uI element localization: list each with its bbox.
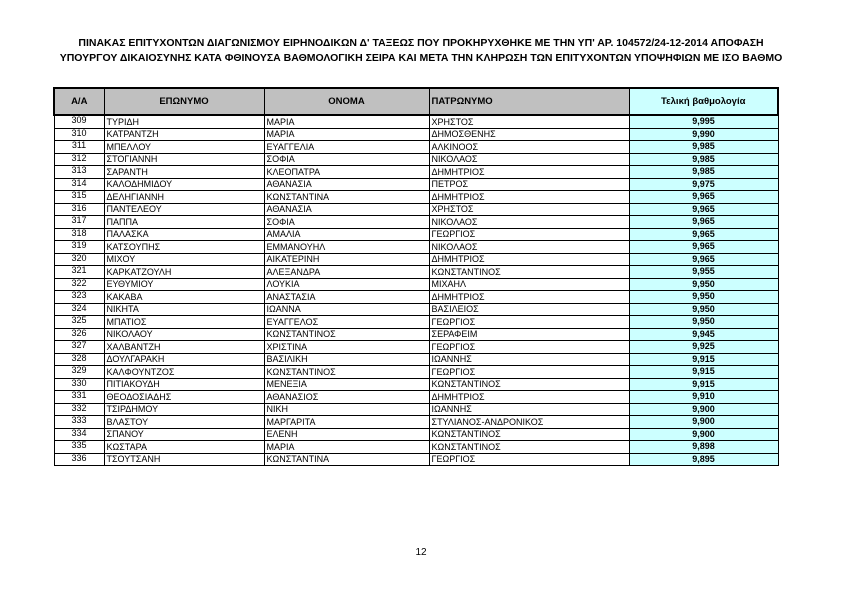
final-grade-cell: 9,965 xyxy=(629,216,778,229)
name-cell: ΜΑΡΙΑ xyxy=(264,128,429,141)
surname-cell: ΚΩΣΤΑΡΑ xyxy=(104,441,264,454)
page-number: 12 xyxy=(415,547,427,558)
final-grade-cell: 9,915 xyxy=(629,378,778,391)
name-cell: ΒΑΣΙΛΙΚΗ xyxy=(264,353,429,366)
patronymic-cell: ΚΩΝΣΤΑΝΤΙΝΟΣ xyxy=(429,441,629,454)
surname-cell: ΚΑΤΡΑΝΤΖΗ xyxy=(104,128,264,141)
patronymic-cell: ΝΙΚΟΛΑΟΣ xyxy=(429,241,629,254)
table-row xyxy=(54,428,778,441)
table-header-row xyxy=(54,88,778,115)
row-number: 319 xyxy=(54,241,104,254)
surname-cell: ΠΙΤΙΑΚΟΥΔΗ xyxy=(104,378,264,391)
patronymic-cell: ΙΩΑΝΝΗΣ xyxy=(429,353,629,366)
table-row xyxy=(54,303,778,316)
name-cell: ΛΟΥΚΙΑ xyxy=(264,278,429,291)
name-cell: ΕΜΜΑΝΟΥΗΛ xyxy=(264,241,429,254)
table-row xyxy=(54,403,778,416)
table-row xyxy=(54,141,778,154)
final-grade-cell: 9,975 xyxy=(629,178,778,191)
column-header-patronymic: ΠΑΤΡΩΝΥΜΟ xyxy=(429,88,629,115)
surname-cell: ΔΕΛΗΓΙΑΝΝΗ xyxy=(104,191,264,204)
row-number: 321 xyxy=(54,266,104,279)
patronymic-cell: ΝΙΚΟΛΑΟΣ xyxy=(429,216,629,229)
patronymic-cell: ΓΕΩΡΓΙΟΣ xyxy=(429,453,629,466)
surname-cell: ΤΣΙΡΔΗΜΟΥ xyxy=(104,403,264,416)
table-row xyxy=(54,241,778,254)
name-cell: ΑΘΑΝΑΣΙΑ xyxy=(264,203,429,216)
column-header-name: ΟΝΟΜΑ xyxy=(264,88,429,115)
final-grade-cell: 9,900 xyxy=(629,403,778,416)
name-cell: ΑΘΑΝΑΣΙΟΣ xyxy=(264,391,429,404)
patronymic-cell: ΔΗΜΟΣΘΕΝΗΣ xyxy=(429,128,629,141)
final-grade-cell: 9,950 xyxy=(629,303,778,316)
table-row xyxy=(54,203,778,216)
patronymic-cell: ΔΗΜΗΤΡΙΟΣ xyxy=(429,391,629,404)
surname-cell: ΔΟΥΛΓΑΡΑΚΗ xyxy=(104,353,264,366)
table-row xyxy=(54,441,778,454)
surname-cell: ΜΙΧΟΥ xyxy=(104,253,264,266)
patronymic-cell: ΚΩΝΣΤΑΝΤΙΝΟΣ xyxy=(429,428,629,441)
row-number: 330 xyxy=(54,378,104,391)
patronymic-cell: ΣΕΡΑΦΕΙΜ xyxy=(429,328,629,341)
surname-cell: ΣΑΡΑΝΤΗ xyxy=(104,166,264,179)
final-grade-cell: 9,898 xyxy=(629,441,778,454)
row-number: 326 xyxy=(54,328,104,341)
row-number: 312 xyxy=(54,153,104,166)
row-number: 322 xyxy=(54,278,104,291)
table-row xyxy=(54,341,778,354)
patronymic-cell: ΓΕΩΡΓΙΟΣ xyxy=(429,341,629,354)
table-row xyxy=(54,128,778,141)
surname-cell: ΚΑΤΣΟΥΠΗΣ xyxy=(104,241,264,254)
patronymic-cell: ΒΑΣΙΛΕΙΟΣ xyxy=(429,303,629,316)
patronymic-cell: ΔΗΜΗΤΡΙΟΣ xyxy=(429,253,629,266)
table-row xyxy=(54,216,778,229)
final-grade-cell: 9,955 xyxy=(629,266,778,279)
final-grade-cell: 9,950 xyxy=(629,291,778,304)
row-number: 318 xyxy=(54,228,104,241)
surname-cell: ΝΙΚΗΤΑ xyxy=(104,303,264,316)
surname-cell: ΣΤΟΓΙΑΝΝΗ xyxy=(104,153,264,166)
column-header-aa: Α/Α xyxy=(54,88,104,115)
table-row xyxy=(54,191,778,204)
row-number: 336 xyxy=(54,453,104,466)
surname-cell: ΜΠΑΤΙΟΣ xyxy=(104,316,264,329)
surname-cell: ΚΑΛΦΟΥΝΤΖΟΣ xyxy=(104,366,264,379)
name-cell: ΚΩΝΣΤΑΝΤΙΝΟΣ xyxy=(264,328,429,341)
row-number: 309 xyxy=(54,115,104,128)
name-cell: ΜΕΝΕΞΙΑ xyxy=(264,378,429,391)
table-row xyxy=(54,166,778,179)
row-number: 328 xyxy=(54,353,104,366)
surname-cell: ΕΥΘΥΜΙΟΥ xyxy=(104,278,264,291)
final-grade-cell: 9,990 xyxy=(629,128,778,141)
table-row xyxy=(54,391,778,404)
surname-cell: ΝΙΚΟΛΑΟΥ xyxy=(104,328,264,341)
patronymic-cell: ΧΡΗΣΤΟΣ xyxy=(429,203,629,216)
name-cell: ΑΛΕΞΑΝΔΡΑ xyxy=(264,266,429,279)
results-table xyxy=(53,87,779,466)
patronymic-cell: ΜΙΧΑΗΛ xyxy=(429,278,629,291)
name-cell: ΑΘΑΝΑΣΙΑ xyxy=(264,178,429,191)
name-cell: ΜΑΡΙΑ xyxy=(264,441,429,454)
row-number: 333 xyxy=(54,416,104,429)
column-header-surname: ΕΠΩΝΥΜΟ xyxy=(104,88,264,115)
patronymic-cell: ΓΕΩΡΓΙΟΣ xyxy=(429,228,629,241)
document-title-line-1: ΠΙΝΑΚΑΣ ΕΠΙΤΥΧΟΝΤΩΝ ΔΙΑΓΩΝΙΣΜΟΥ ΕΙΡΗΝΟΔΙΚΩΝ Δ' ΤΑΞΕΩΣ ΠΟΥ ΠΡΟΚΗΡΥΧΘΗΚΕ ΜΕ ΤΗΝ ΥΠ' ΑΡ. 104572/24-12-2014 ΑΠΟΦΑΣΗ xyxy=(78,37,764,49)
row-number: 325 xyxy=(54,316,104,329)
final-grade-cell: 9,915 xyxy=(629,353,778,366)
patronymic-cell: ΚΩΝΣΤΑΝΤΙΝΟΣ xyxy=(429,378,629,391)
row-number: 314 xyxy=(54,178,104,191)
patronymic-cell: ΔΗΜΗΤΡΙΟΣ xyxy=(429,191,629,204)
final-grade-cell: 9,915 xyxy=(629,366,778,379)
table-row xyxy=(54,266,778,279)
column-header-final-grade: Τελική βαθμολογία xyxy=(629,88,778,115)
table-row xyxy=(54,115,778,128)
surname-cell: ΤΥΡΙΔΗ xyxy=(104,115,264,128)
table-row xyxy=(54,278,778,291)
row-number: 323 xyxy=(54,291,104,304)
name-cell: ΜΑΡΙΑ xyxy=(264,115,429,128)
surname-cell: ΠΑΠΠΑ xyxy=(104,216,264,229)
row-number: 335 xyxy=(54,441,104,454)
final-grade-cell: 9,950 xyxy=(629,316,778,329)
table-row xyxy=(54,353,778,366)
surname-cell: ΣΠΑΝΟΥ xyxy=(104,428,264,441)
final-grade-cell: 9,965 xyxy=(629,191,778,204)
table-body xyxy=(54,115,778,466)
name-cell: ΕΛΕΝΗ xyxy=(264,428,429,441)
surname-cell: ΚΑΚΑΒΑ xyxy=(104,291,264,304)
patronymic-cell: ΔΗΜΗΤΡΙΟΣ xyxy=(429,166,629,179)
row-number: 327 xyxy=(54,341,104,354)
surname-cell: ΚΑΛΟΔΗΜΙΔΟΥ xyxy=(104,178,264,191)
table-row xyxy=(54,153,778,166)
patronymic-cell: ΔΗΜΗΤΡΙΟΣ xyxy=(429,291,629,304)
final-grade-cell: 9,965 xyxy=(629,203,778,216)
name-cell: ΚΩΝΣΤΑΝΤΙΝΑ xyxy=(264,191,429,204)
row-number: 334 xyxy=(54,428,104,441)
table-row xyxy=(54,253,778,266)
row-number: 313 xyxy=(54,166,104,179)
name-cell: ΚΛΕΟΠΑΤΡΑ xyxy=(264,166,429,179)
final-grade-cell: 9,945 xyxy=(629,328,778,341)
final-grade-cell: 9,910 xyxy=(629,391,778,404)
table-row xyxy=(54,366,778,379)
surname-cell: ΜΠΕΛΛΟΥ xyxy=(104,141,264,154)
final-grade-cell: 9,985 xyxy=(629,153,778,166)
row-number: 315 xyxy=(54,191,104,204)
row-number: 311 xyxy=(54,141,104,154)
patronymic-cell: ΓΕΩΡΓΙΟΣ xyxy=(429,316,629,329)
row-number: 320 xyxy=(54,253,104,266)
patronymic-cell: ΣΤΥΛΙΑΝΟΣ-ΑΝΔΡΟΝΙΚΟΣ xyxy=(429,416,629,429)
surname-cell: ΠΑΛΑΣΚΑ xyxy=(104,228,264,241)
document-title-line-2: ΥΠΟΥΡΓΟΥ ΔΙΚΑΙΟΣΥΝΗΣ ΚΑΤΑ ΦΘΙΝΟΥΣΑ ΒΑΘΜΟΛΟΓΙΚΗ ΣΕΙΡΑ ΚΑΙ ΜΕΤΑ ΤΗΝ ΚΛΗΡΩΣΗ ΤΩΝ ΕΠΙΤΥΧΟΝΤΩΝ ΥΠΟΨΗΦΙΩΝ ΜΕ ΙΣΟ ΒΑΘΜΟ xyxy=(59,52,783,64)
final-grade-cell: 9,900 xyxy=(629,416,778,429)
row-number: 316 xyxy=(54,203,104,216)
final-grade-cell: 9,950 xyxy=(629,278,778,291)
row-number: 324 xyxy=(54,303,104,316)
final-grade-cell: 9,965 xyxy=(629,241,778,254)
table-row xyxy=(54,228,778,241)
name-cell: ΝΙΚΗ xyxy=(264,403,429,416)
final-grade-cell: 9,965 xyxy=(629,228,778,241)
final-grade-cell: 9,900 xyxy=(629,428,778,441)
surname-cell: ΧΑΛΒΑΝΤΖΗ xyxy=(104,341,264,354)
final-grade-cell: 9,995 xyxy=(629,115,778,128)
name-cell: ΑΙΚΑΤΕΡΙΝΗ xyxy=(264,253,429,266)
patronymic-cell: ΑΛΚΙΝΟΟΣ xyxy=(429,141,629,154)
patronymic-cell: ΧΡΗΣΤΟΣ xyxy=(429,115,629,128)
name-cell: ΧΡΙΣΤΙΝΑ xyxy=(264,341,429,354)
name-cell: ΣΟΦΙΑ xyxy=(264,216,429,229)
surname-cell: ΠΑΝΤΕΛΕΟΥ xyxy=(104,203,264,216)
row-number: 331 xyxy=(54,391,104,404)
final-grade-cell: 9,985 xyxy=(629,166,778,179)
name-cell: ΕΥΑΓΓΕΛΙΑ xyxy=(264,141,429,154)
final-grade-cell: 9,895 xyxy=(629,453,778,466)
table-row xyxy=(54,378,778,391)
final-grade-cell: 9,925 xyxy=(629,341,778,354)
name-cell: ΜΑΡΓΑΡΙΤΑ xyxy=(264,416,429,429)
patronymic-cell: ΝΙΚΟΛΑΟΣ xyxy=(429,153,629,166)
table-row xyxy=(54,178,778,191)
table-row xyxy=(54,316,778,329)
name-cell: ΚΩΝΣΤΑΝΤΙΝΟΣ xyxy=(264,366,429,379)
table-row xyxy=(54,291,778,304)
row-number: 332 xyxy=(54,403,104,416)
final-grade-cell: 9,985 xyxy=(629,141,778,154)
table-row xyxy=(54,416,778,429)
name-cell: ΙΩΑΝΝΑ xyxy=(264,303,429,316)
final-grade-cell: 9,965 xyxy=(629,253,778,266)
surname-cell: ΚΑΡΚΑΤΖΟΥΛΗ xyxy=(104,266,264,279)
row-number: 317 xyxy=(54,216,104,229)
patronymic-cell: ΠΕΤΡΟΣ xyxy=(429,178,629,191)
name-cell: ΑΜΑΛΙΑ xyxy=(264,228,429,241)
patronymic-cell: ΚΩΝΣΤΑΝΤΙΝΟΣ xyxy=(429,266,629,279)
name-cell: ΚΩΝΣΤΑΝΤΙΝΑ xyxy=(264,453,429,466)
surname-cell: ΒΛΑΣΤΟΥ xyxy=(104,416,264,429)
surname-cell: ΘΕΟΔΟΣΙΑΔΗΣ xyxy=(104,391,264,404)
surname-cell: ΤΣΟΥΤΣΑΝΗ xyxy=(104,453,264,466)
row-number: 310 xyxy=(54,128,104,141)
name-cell: ΕΥΑΓΓΕΛΟΣ xyxy=(264,316,429,329)
table-row xyxy=(54,328,778,341)
table-row xyxy=(54,453,778,466)
patronymic-cell: ΙΩΑΝΝΗΣ xyxy=(429,403,629,416)
patronymic-cell: ΓΕΩΡΓΙΟΣ xyxy=(429,366,629,379)
name-cell: ΣΟΦΙΑ xyxy=(264,153,429,166)
name-cell: ΑΝΑΣΤΑΣΙΑ xyxy=(264,291,429,304)
row-number: 329 xyxy=(54,366,104,379)
